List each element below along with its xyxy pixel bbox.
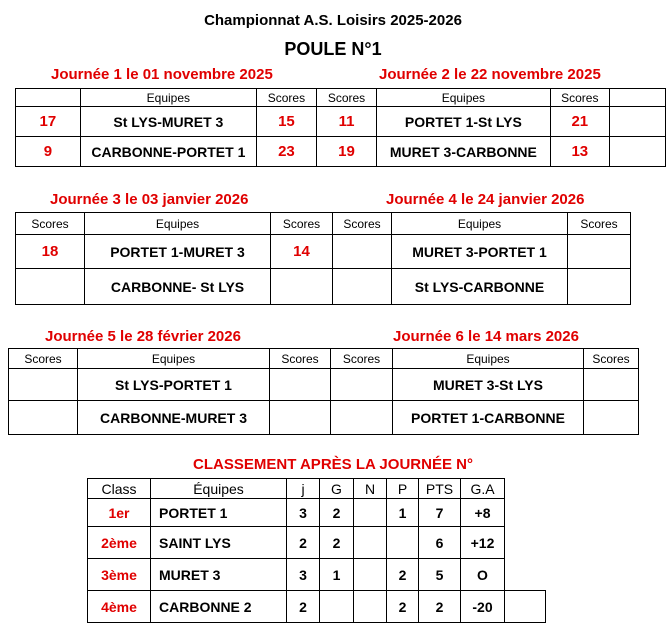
j-cell: 3 — [287, 499, 320, 527]
ga-cell: +12 — [461, 527, 505, 559]
table-row — [88, 559, 546, 591]
scores-header: Scores — [584, 349, 639, 369]
equipes-header: Equipes — [377, 89, 551, 107]
score-header — [16, 89, 81, 107]
scores-header: Scores — [16, 213, 85, 235]
match-teams: MURET 3-St LYS — [393, 369, 584, 401]
g-cell — [320, 591, 354, 623]
away-score: 15 — [256, 107, 316, 137]
scores-header — [609, 89, 665, 107]
match-teams: CARBONNE-PORTET 1 — [80, 137, 256, 167]
scores-header: Scores — [271, 213, 333, 235]
home-score — [333, 269, 392, 305]
away-score: 21 — [550, 107, 609, 137]
away-score — [568, 269, 631, 305]
pts-header: PTS — [419, 479, 461, 499]
match-teams: CARBONNE- St LYS — [85, 269, 271, 305]
equipes-header: Equipes — [392, 213, 568, 235]
home-score — [331, 369, 393, 401]
team-cell: CARBONNE 2 — [151, 591, 287, 623]
n-cell — [354, 559, 387, 591]
scores-header: Scores — [550, 89, 609, 107]
away-score: 14 — [271, 235, 333, 269]
match-teams: PORTET 1-MURET 3 — [85, 235, 271, 269]
home-score — [16, 269, 85, 305]
scores-header: Scores — [256, 89, 316, 107]
away-score — [270, 369, 331, 401]
ga-cell: +8 — [461, 499, 505, 527]
equipes-header: Equipes — [85, 213, 271, 235]
journee-1-title: Journée 1 le 01 novembre 2025 — [51, 66, 273, 83]
ga-cell: O — [461, 559, 505, 591]
spacer-cell — [505, 527, 546, 559]
pts-cell: 7 — [419, 499, 461, 527]
match-teams: St LYS-MURET 3 — [80, 107, 256, 137]
g-header: G — [320, 479, 354, 499]
match-teams: PORTET 1-St LYS — [377, 107, 551, 137]
class-header: Class — [88, 479, 151, 499]
home-score — [333, 235, 392, 269]
table-row — [88, 527, 546, 559]
journee-5-title: Journée 5 le 28 février 2026 — [45, 328, 241, 345]
equipes-header: Equipes — [393, 349, 584, 369]
home-score: 9 — [16, 137, 81, 167]
document-title: Championnat A.S. Loisirs 2025-2026 — [204, 12, 462, 29]
team-cell: SAINT LYS — [151, 527, 287, 559]
equipes-header: Equipes — [78, 349, 270, 369]
home-score — [331, 401, 393, 435]
journee-4-title: Journée 4 le 24 janvier 2026 — [386, 191, 585, 208]
equipes-header: Equipes — [80, 89, 256, 107]
p-header: P — [387, 479, 419, 499]
home-score: 19 — [316, 137, 376, 167]
spacer-cell — [505, 559, 546, 591]
away-score: 13 — [550, 137, 609, 167]
poule-title: POULE N°1 — [284, 39, 382, 59]
journees-5-6-table — [8, 348, 639, 435]
p-cell: 2 — [387, 591, 419, 623]
j-cell: 2 — [287, 591, 320, 623]
away-score — [584, 369, 639, 401]
j-cell: 3 — [287, 559, 320, 591]
journee-3-title: Journée 3 le 03 janvier 2026 — [50, 191, 249, 208]
scores-header: Scores — [270, 349, 331, 369]
n-header: N — [354, 479, 387, 499]
pts-cell: 2 — [419, 591, 461, 623]
rank-cell: 1er — [88, 499, 151, 527]
p-cell — [387, 527, 419, 559]
j-cell: 2 — [287, 527, 320, 559]
pts-cell: 6 — [419, 527, 461, 559]
away-score — [584, 401, 639, 435]
scores-header: Scores — [9, 349, 78, 369]
j-header: j — [287, 479, 320, 499]
classement-title: CLASSEMENT APRÈS LA JOURNÉE N° — [193, 456, 473, 473]
n-cell — [354, 591, 387, 623]
home-score: 18 — [16, 235, 85, 269]
spacer-cell — [505, 499, 546, 527]
rank-cell: 3ème — [88, 559, 151, 591]
away-score — [271, 269, 333, 305]
p-cell: 1 — [387, 499, 419, 527]
home-score — [9, 401, 78, 435]
match-teams: CARBONNE-MURET 3 — [78, 401, 270, 435]
ga-cell: -20 — [461, 591, 505, 623]
scores-header: Scores — [568, 213, 631, 235]
journee-6-title: Journée 6 le 14 mars 2026 — [393, 328, 579, 345]
away-score: 23 — [256, 137, 316, 167]
journees-3-4-table — [15, 212, 631, 305]
g-cell: 1 — [320, 559, 354, 591]
match-teams: PORTET 1-CARBONNE — [393, 401, 584, 435]
away-score — [270, 401, 331, 435]
scores-header: Scores — [333, 213, 392, 235]
spacer-cell — [505, 479, 546, 499]
home-score: 17 — [16, 107, 81, 137]
spacer-cell — [505, 591, 546, 623]
empty-cell — [609, 137, 665, 167]
journee-2-title: Journée 2 le 22 novembre 2025 — [379, 66, 601, 83]
n-cell — [354, 499, 387, 527]
match-teams: St LYS-PORTET 1 — [78, 369, 270, 401]
home-score: 11 — [316, 107, 376, 137]
p-cell: 2 — [387, 559, 419, 591]
team-cell: PORTET 1 — [151, 499, 287, 527]
standings-table — [87, 478, 546, 623]
ga-header: G.A — [461, 479, 505, 499]
g-cell: 2 — [320, 499, 354, 527]
g-cell: 2 — [320, 527, 354, 559]
equipes-header: Équipes — [151, 479, 287, 499]
table-row — [88, 499, 546, 527]
scores-header: Scores — [316, 89, 376, 107]
rank-cell: 4ème — [88, 591, 151, 623]
journees-1-2-grid — [15, 88, 666, 167]
match-teams: MURET 3-PORTET 1 — [392, 235, 568, 269]
table-row — [88, 591, 546, 623]
team-cell: MURET 3 — [151, 559, 287, 591]
scores-header: Scores — [331, 349, 393, 369]
n-cell — [354, 527, 387, 559]
home-score — [9, 369, 78, 401]
rank-cell: 2ème — [88, 527, 151, 559]
away-score — [568, 235, 631, 269]
match-teams: St LYS-CARBONNE — [392, 269, 568, 305]
empty-cell — [609, 107, 665, 137]
pts-cell: 5 — [419, 559, 461, 591]
match-teams: MURET 3-CARBONNE — [377, 137, 551, 167]
